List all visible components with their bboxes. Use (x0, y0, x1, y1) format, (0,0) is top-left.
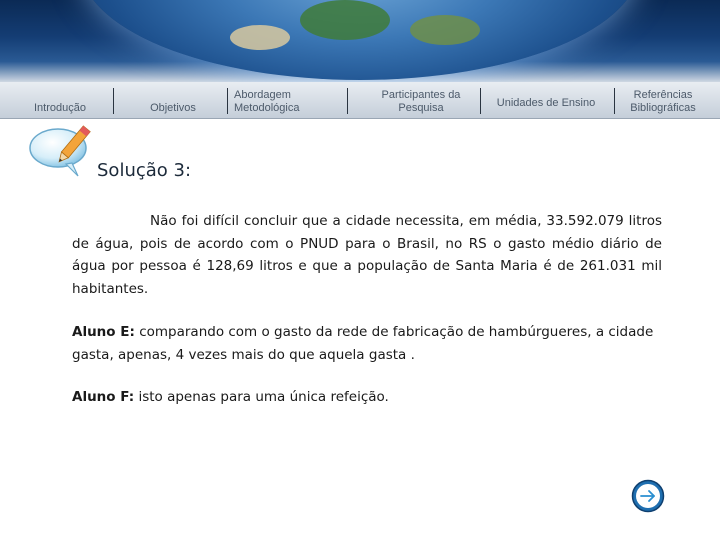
nav-divider (347, 88, 348, 114)
nav-item-unidades[interactable] (486, 82, 606, 118)
nav-item-label: Objetivos (150, 102, 196, 114)
header-banner (0, 0, 720, 82)
nav-item-referencias[interactable] (620, 82, 706, 118)
nav-divider (227, 88, 228, 114)
nav-divider (614, 88, 615, 114)
aluno-e-label: Aluno E: (72, 324, 135, 340)
solution-paragraph: Não foi difícil concluir que a cidade necessita, em média, 33.592.079 litros de água, pois de acordo com o PNUD para o Brasil, no RS o gasto médio diário de água por pessoa é 128,69 litros e que a população de Santa Maria é de 261.031 mil habitantes. (72, 213, 662, 297)
nav-item-label: Unidades de Ensino (496, 96, 596, 109)
aluno-e-comment (72, 321, 662, 366)
nav-item-introducao[interactable] (18, 82, 102, 118)
nav-item-abordagem[interactable] (234, 82, 314, 118)
nav-item-label: Referências Bibliográficas (630, 89, 696, 114)
nav-item-participantes[interactable] (372, 82, 470, 118)
top-navigation (0, 82, 720, 119)
aluno-f-label: Aluno F: (72, 389, 135, 405)
page-title: Solução 3: (97, 160, 192, 181)
nav-item-label: Participantes da Pesquisa (381, 89, 461, 114)
aluno-f-text: isto apenas para uma única refeição. (134, 389, 389, 405)
nav-item-objetivos[interactable] (128, 82, 218, 118)
globe-image (80, 0, 640, 80)
next-slide-button[interactable] (631, 479, 665, 513)
pencil-speech-bubble-icon (28, 124, 98, 178)
aluno-e-text: comparando com o gasto da rede de fabricação de hambúrgueres, a cidade gasta, apenas, 4 vezes mais do que aquela gasta . (72, 324, 654, 363)
nav-divider (113, 88, 114, 114)
nav-divider (480, 88, 481, 114)
aluno-f-comment (72, 386, 662, 409)
nav-item-label: Abordagem Metodológica (234, 89, 300, 114)
nav-item-label: Introdução (34, 102, 86, 114)
